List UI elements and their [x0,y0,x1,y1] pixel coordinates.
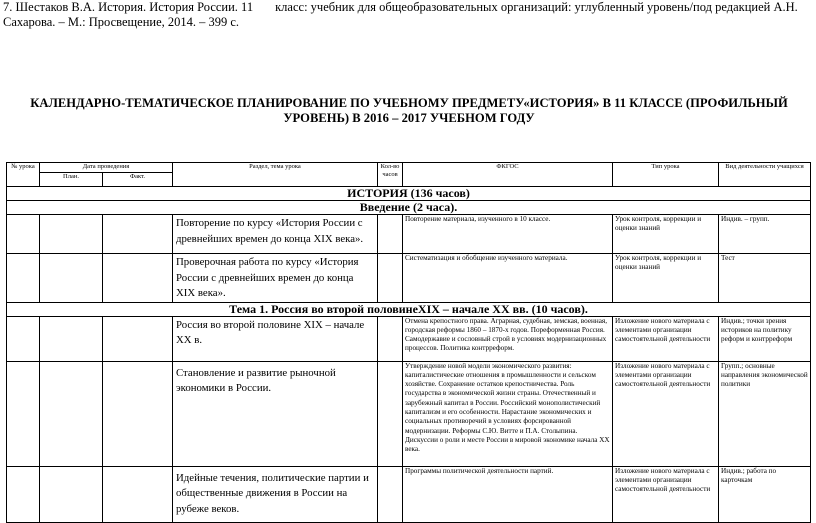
reference-line-2: Сахарова. – М.: Просвещение, 2014. – 399 с. [3,15,240,29]
header-plan: План. [40,173,103,187]
header-fact: Факт. [103,173,173,187]
student-activity: Тест [719,254,811,303]
lesson-topic: Повторение по курсу «История России с древнейших времен до конца XIX века». [173,215,378,254]
header-lesson-number: № урока [7,163,40,187]
table-row [7,254,811,303]
section-history: ИСТОРИЯ (136 часов) [7,187,811,201]
table-row [7,316,811,361]
header-lesson-type: Тип урока [613,163,719,187]
table-row [7,466,811,522]
table-row [7,215,811,254]
lesson-type: Изложение нового материала с элементами организации самостоятельной деятельности [613,316,719,361]
lesson-type: Изложение нового материала с элементами организации самостоятельной деятельности [613,361,719,466]
lesson-type: Урок контроля, коррекции и оценки знаний [613,215,719,254]
lesson-topic: Становление и развитие рыночной экономики в России. [173,361,378,466]
section-introduction: Введение (2 часа). [7,201,811,215]
lesson-topic: Россия во второй половине XIX – начале XX в. [173,316,378,361]
student-activity: Индив.; точки зрения историков на политику реформ и контрреформ [719,316,811,361]
fgos-content: Отмена крепостного права. Аграрная, судебная, земская, военная, городская реформы 1860 – 1870-х годов. Пореформенная Россия. Самодержавие и сословный строй в условиях модернизационных процессов. Политика контрреформ. [403,316,613,361]
lesson-topic: Проверочная работа по курсу «История России с древнейших времен до конца XIX века». [173,254,378,303]
header-topic: Раздел, тема урока [173,163,378,187]
header-hours: Кол-во часов [378,163,403,187]
bibliography-reference [3,0,803,30]
lesson-type: Урок контроля, коррекции и оценки знаний [613,254,719,303]
fgos-content: Систематизация и обобщение изученного материала. [403,254,613,303]
fgos-content: Повторение материала, изученного в 10 классе. [403,215,613,254]
fgos-content: Утверждение новой модели экономического развития: капиталистические отношения в промышленности и сельском хозяйстве. Сохранение остатков крепостничества. Роль государства в экономической жизни страны. Отечественный и зарубежный капитал в России. Российский монополистический капитализм и его особенности. Нарастание экономических и социальных противоречий в условиях форсированной модернизации. Реформы С.Ю. Витте и П.А. Столыпина. Дискуссии о роли и месте России в мировой экономике начала XX века. [403,361,613,466]
reference-part-2: класс: учебник для общеобразовательных организаций: углубленный уровень/под редакцией А.Н. [275,0,798,14]
planning-table [6,162,811,523]
reference-part-1: 7. Шестаков В.А. История. История России. 11 [3,0,254,14]
student-activity: Групп.; основные направления экономической политики [719,361,811,466]
header-date: Дата проведения [40,163,173,173]
section-topic-1: Тема 1. Россия во второй половинеXIX – начале XX вв. (10 часов). [7,302,811,316]
fgos-content: Программы политической деятельности партий. [403,466,613,522]
header-activity: Вид деятельности учащихся [719,163,811,187]
header-fgos: ФКГОС [403,163,613,187]
student-activity: Индив. – групп. [719,215,811,254]
lesson-type: Изложение нового материала с элементами организации самостоятельной деятельности [613,466,719,522]
lesson-topic: Идейные течения, политические партии и общественные движения в России на рубеже веков. [173,466,378,522]
table-row [7,361,811,466]
page-title: КАЛЕНДАРНО-ТЕМАТИЧЕСКОЕ ПЛАНИРОВАНИЕ ПО УЧЕБНОМУ ПРЕДМЕТУ«ИСТОРИЯ» В 11 КЛАССЕ (ПРОФИЛЬНЫЙ УРОВЕНЬ) В 2016 – 2017 УЧЕБНОМ ГОДУ [30,96,788,125]
student-activity: Индив.; работа по карточкам [719,466,811,522]
